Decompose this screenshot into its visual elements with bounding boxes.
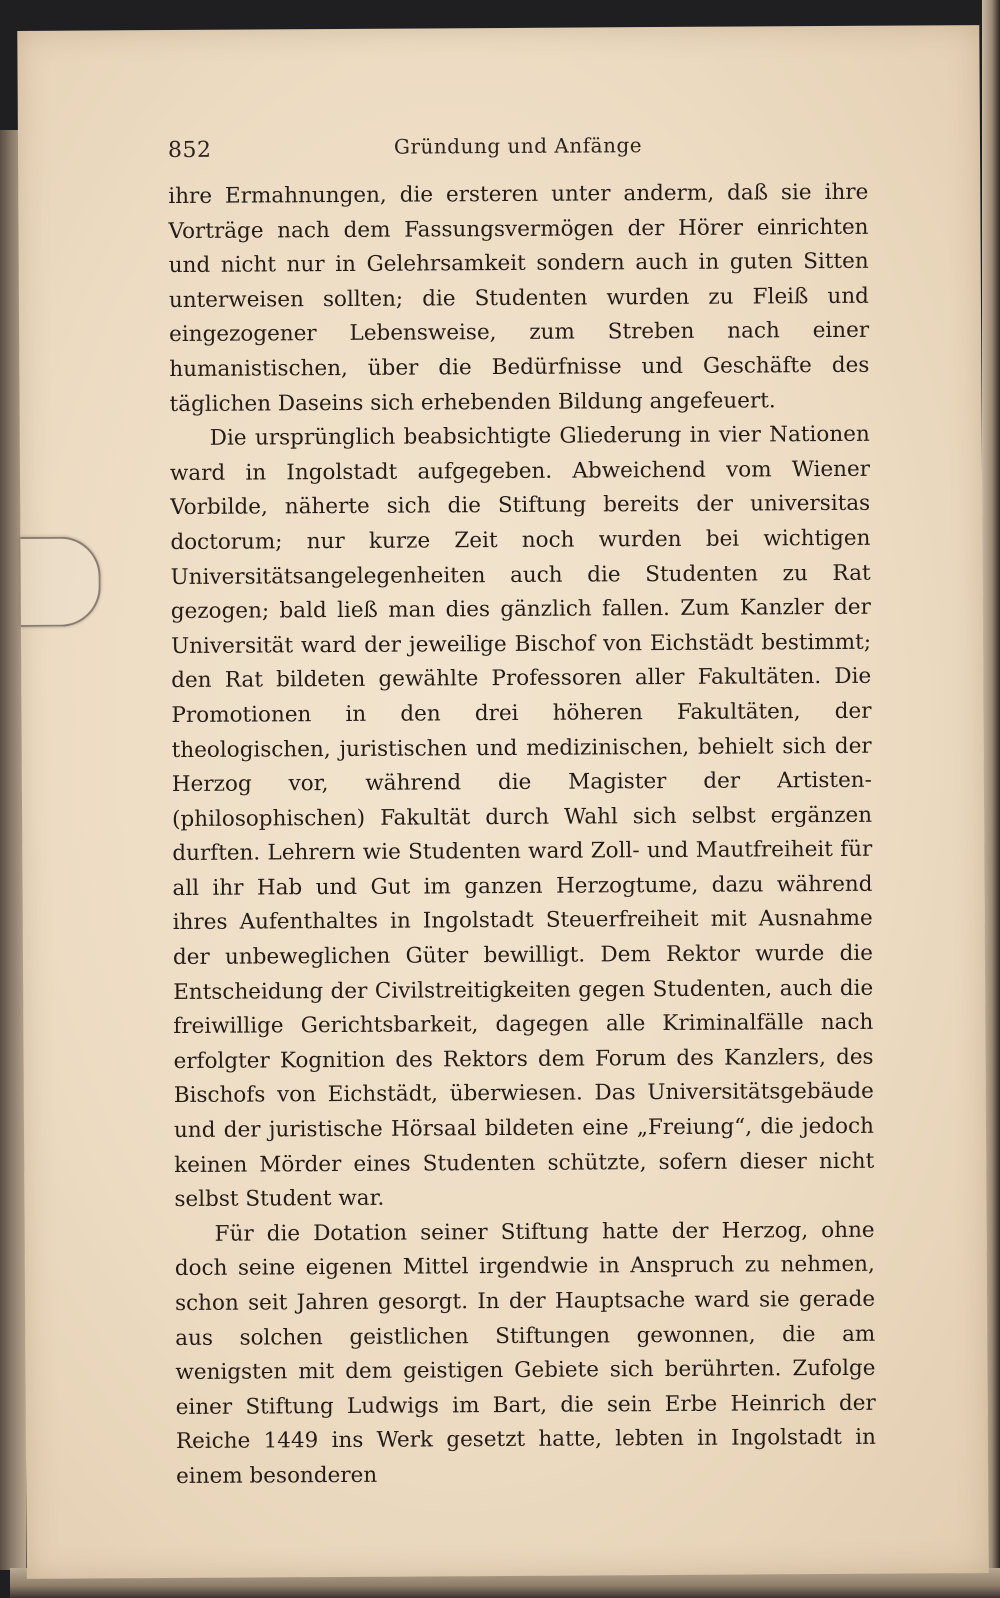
running-head: Gründung und Anfänge (393, 133, 643, 159)
book-page (17, 25, 988, 1579)
page-number: 852 (167, 137, 212, 164)
page-header (168, 126, 868, 170)
paragraph-dotation: Für die Dotation seiner Stiftung hatte der Herzog, ohne doch seine eigenen Mittel irgendwie in Anspruch zu nehmen, schon seit Jahren gesorgt. In der Hauptsache ward sie gerade aus solchen geistlichen Stiftungen gewonnen, die am wenigsten mit dem geistigen Gebiete sich berührten. Zufolge einer Stiftung Ludwigs im Bart, die sein Erbe Heinrich der Reiche 1449 ins Werk gesetzt hatte, lebten in Ingolstadt in einem besonderen (174, 1217, 876, 1489)
paragraph-nationen: Die ursprünglich beabsichtigte Gliederung in vier Nationen ward in Ingolstadt aufgegeben. Abweichend vom Wiener Vorbilde, näherte sich die Stiftung bereits der universitas doctorum; nur kurze Zeit noch wurden bei wichtigen Universitätsangelegenheiten auch die Studenten zu Rat gezogen; bald ließ man dies gänzlich fallen. Zum Kanzler der Universität ward der jeweilige Bischof von Eichstädt bestimmt; den Rat bildeten gewählte Professoren aller Fakultäten. Die Promotionen in den drei höheren Fakultäten, der theologischen, juristischen und medizinischen, behielt sich der Herzog vor, während die Magister der Artisten- (philosophischen) Fakultät durch Wahl sich selbst ergänzen durften. Lehrern wie Studenten ward Zoll- und Mautfreiheit für all ihr Hab und Gut im ganzen Herzogtume, dazu während ihres Aufenthaltes in Ingolstadt Steuerfreiheit mit Ausnahme der unbeweglichen Güter bewilligt. Dem Rektor wurde die Entscheidung der Civilstreitigkeiten gegen Studenten, auch die freiwillige Gerichtsbarkeit, dagegen alle Kriminalfälle nach erfolgter Kognition des Rektors dem Forum des Kanzlers, des Bischofs von Eichstädt, überwiesen. Das Universitätsgebäude und der juristische Hörsaal bildeten eine „Freiung“, die jedoch keinen Mörder eines Studenten schützte, sofern dieser nicht selbst Student war. (169, 421, 875, 1213)
paragraph-continuation: ihre Ermahnungen, die ersteren unter anderm, daß sie ihre Vorträge nach dem Fassungsvermögen der Hörer einrichten und nicht nur in Gelehrsamkeit sondern auch in guten Sitten unterweisen sollten; die Studenten wurden zu Fleiß und eingezogener Lebensweise, zum Streben nach einer humanistischen, über die Bedürfnisse und Geschäfte des täglichen Daseins sich erhebenden Bildung angefeuert. (168, 179, 870, 417)
body-text (168, 176, 876, 1495)
page-clip (20, 536, 101, 626)
